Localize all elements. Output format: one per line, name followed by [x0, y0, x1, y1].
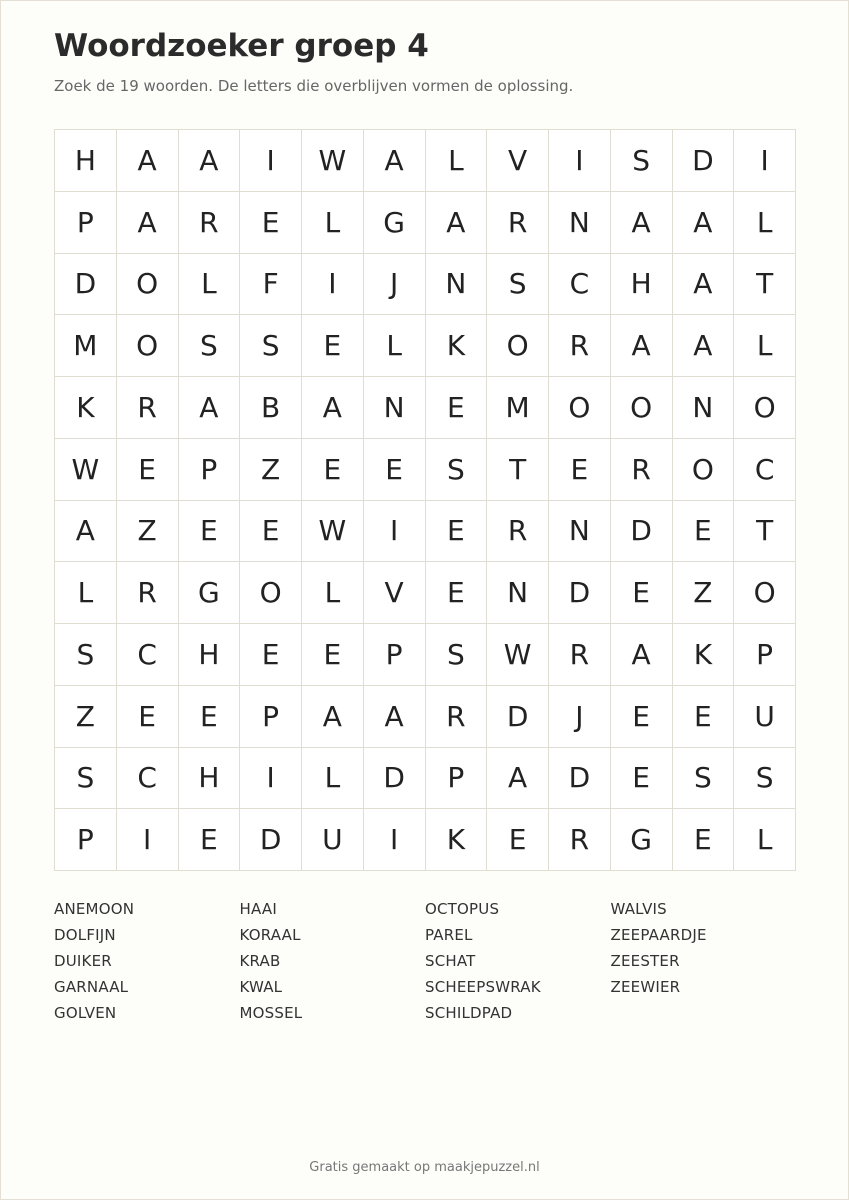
grid-cell[interactable]: R — [549, 809, 611, 871]
word-list — [54, 898, 814, 1028]
grid-cell[interactable]: L — [302, 562, 364, 624]
grid-cell[interactable]: A — [179, 377, 241, 439]
grid-cell[interactable]: P — [179, 439, 241, 501]
grid-cell[interactable]: E — [240, 501, 302, 563]
grid-cell[interactable]: A — [179, 130, 241, 192]
grid-cell[interactable]: L — [364, 315, 426, 377]
grid-cell[interactable]: E — [611, 748, 673, 810]
grid-cell[interactable]: E — [549, 439, 611, 501]
word-item: ZEEWIER — [610, 978, 681, 996]
grid-cell[interactable]: R — [117, 562, 179, 624]
grid-cell[interactable]: S — [734, 748, 796, 810]
grid-cell[interactable]: D — [240, 809, 302, 871]
grid-cell[interactable]: U — [302, 809, 364, 871]
grid-cell[interactable]: W — [55, 439, 117, 501]
grid-cell[interactable]: N — [487, 562, 549, 624]
word-item: MOSSEL — [239, 1004, 303, 1022]
grid-cell[interactable]: E — [673, 501, 735, 563]
grid-cell[interactable]: A — [426, 192, 488, 254]
grid-cell[interactable]: R — [487, 192, 549, 254]
page-title: Woordzoeker groep 4 — [54, 28, 429, 64]
word-item: DUIKER — [54, 952, 112, 970]
grid-cell[interactable]: V — [364, 562, 426, 624]
grid-cell[interactable]: G — [364, 192, 426, 254]
grid-cell[interactable]: R — [426, 686, 488, 748]
grid-cell[interactable]: I — [734, 130, 796, 192]
grid-cell[interactable]: N — [549, 501, 611, 563]
grid-cell[interactable]: J — [549, 686, 611, 748]
grid-cell[interactable]: L — [302, 748, 364, 810]
grid-cell[interactable]: R — [487, 501, 549, 563]
grid-cell[interactable]: N — [673, 377, 735, 439]
grid-cell[interactable]: M — [487, 377, 549, 439]
grid-cell[interactable]: A — [364, 686, 426, 748]
grid-cell[interactable]: Z — [240, 439, 302, 501]
grid-cell[interactable]: L — [302, 192, 364, 254]
grid-cell[interactable]: C — [549, 254, 611, 316]
word-item: ZEEPAARDJE — [610, 926, 707, 944]
word-item: ZEESTER — [610, 952, 680, 970]
grid-cell[interactable]: S — [487, 254, 549, 316]
grid-cell[interactable]: Z — [55, 686, 117, 748]
grid-cell[interactable]: E — [117, 439, 179, 501]
grid-cell[interactable]: H — [55, 130, 117, 192]
grid-cell[interactable]: E — [426, 501, 488, 563]
grid-cell[interactable]: D — [55, 254, 117, 316]
grid-cell[interactable]: A — [55, 501, 117, 563]
word-item: SCHEEPSWRAK — [425, 978, 541, 996]
grid-cell[interactable]: N — [549, 192, 611, 254]
grid-cell[interactable]: D — [549, 748, 611, 810]
grid-cell[interactable]: K — [426, 809, 488, 871]
grid-cell[interactable]: S — [55, 748, 117, 810]
grid-cell[interactable]: D — [611, 501, 673, 563]
word-column — [240, 898, 426, 1028]
grid-cell[interactable]: E — [487, 809, 549, 871]
grid-cell[interactable]: K — [55, 377, 117, 439]
grid-cell[interactable]: S — [55, 624, 117, 686]
word-item: GARNAAL — [54, 978, 129, 996]
grid-cell[interactable]: V — [487, 130, 549, 192]
grid-cell[interactable]: Z — [673, 562, 735, 624]
grid-cell[interactable]: N — [426, 254, 488, 316]
grid-cell[interactable]: R — [549, 624, 611, 686]
word-item: WALVIS — [610, 900, 667, 918]
grid-cell[interactable]: E — [240, 192, 302, 254]
word-column — [611, 898, 797, 1028]
word-item: GOLVEN — [54, 1004, 117, 1022]
grid-cell[interactable]: N — [364, 377, 426, 439]
grid-cell[interactable]: T — [487, 439, 549, 501]
grid-cell[interactable]: S — [673, 748, 735, 810]
grid-cell[interactable]: E — [302, 624, 364, 686]
grid-cell[interactable]: W — [487, 624, 549, 686]
word-item: SCHILDPAD — [425, 1004, 513, 1022]
word-item: OCTOPUS — [425, 900, 500, 918]
grid-cell[interactable]: U — [734, 686, 796, 748]
grid-cell[interactable]: I — [117, 809, 179, 871]
grid-cell[interactable]: O — [673, 439, 735, 501]
grid-cell[interactable]: H — [611, 254, 673, 316]
word-item: KORAAL — [239, 926, 301, 944]
instructions-text: Zoek de 19 woorden. De letters die overblijven vormen de oplossing. — [54, 77, 574, 95]
word-column — [54, 898, 240, 1028]
word-item: KRAB — [239, 952, 281, 970]
grid-cell[interactable]: R — [611, 439, 673, 501]
grid-cell[interactable]: E — [179, 686, 241, 748]
grid-cell[interactable]: E — [426, 562, 488, 624]
grid-cell[interactable]: T — [734, 501, 796, 563]
grid-cell[interactable]: A — [611, 192, 673, 254]
grid-cell[interactable]: R — [117, 377, 179, 439]
word-item: SCHAT — [425, 952, 476, 970]
grid-cell[interactable]: K — [426, 315, 488, 377]
grid-cell[interactable]: L — [734, 192, 796, 254]
grid-cell[interactable]: I — [302, 254, 364, 316]
grid-cell[interactable]: I — [364, 501, 426, 563]
grid-cell[interactable]: A — [302, 686, 364, 748]
grid-cell[interactable]: A — [611, 624, 673, 686]
grid-cell[interactable]: L — [179, 254, 241, 316]
grid-cell[interactable]: F — [240, 254, 302, 316]
grid-cell[interactable]: S — [426, 439, 488, 501]
grid-cell[interactable]: E — [673, 686, 735, 748]
grid-cell[interactable]: A — [673, 315, 735, 377]
grid-cell[interactable]: A — [117, 192, 179, 254]
grid-cell[interactable]: L — [426, 130, 488, 192]
grid-cell[interactable]: T — [734, 254, 796, 316]
grid-cell[interactable]: E — [117, 686, 179, 748]
grid-cell[interactable]: O — [240, 562, 302, 624]
grid-cell[interactable]: E — [179, 501, 241, 563]
grid-cell[interactable]: Z — [117, 501, 179, 563]
grid-cell[interactable]: O — [611, 377, 673, 439]
grid-cell[interactable]: E — [240, 624, 302, 686]
word-item: PAREL — [425, 926, 473, 944]
grid-cell[interactable]: E — [179, 809, 241, 871]
grid-cell[interactable]: M — [55, 315, 117, 377]
grid-cell[interactable]: K — [673, 624, 735, 686]
grid-cell[interactable]: S — [240, 315, 302, 377]
grid-cell[interactable]: A — [611, 315, 673, 377]
letter-grid — [54, 129, 796, 871]
grid-cell[interactable]: I — [364, 809, 426, 871]
grid-cell[interactable]: W — [302, 130, 364, 192]
grid-cell[interactable]: P — [364, 624, 426, 686]
grid-cell[interactable]: R — [549, 315, 611, 377]
grid-cell[interactable]: A — [673, 192, 735, 254]
grid-cell[interactable]: S — [426, 624, 488, 686]
word-item: HAAI — [239, 900, 277, 918]
grid-cell[interactable]: E — [364, 439, 426, 501]
grid-cell[interactable]: O — [734, 562, 796, 624]
grid-cell[interactable]: P — [240, 686, 302, 748]
grid-cell[interactable]: D — [549, 562, 611, 624]
grid-cell[interactable]: E — [611, 686, 673, 748]
grid-cell[interactable]: S — [611, 130, 673, 192]
grid-cell[interactable]: C — [117, 624, 179, 686]
grid-cell[interactable]: D — [487, 686, 549, 748]
grid-cell[interactable]: O — [117, 254, 179, 316]
grid-cell[interactable]: I — [549, 130, 611, 192]
grid-cell[interactable]: A — [302, 377, 364, 439]
word-column — [425, 898, 611, 1028]
grid-cell[interactable]: I — [240, 748, 302, 810]
grid-cell[interactable]: W — [302, 501, 364, 563]
grid-cell[interactable]: P — [734, 624, 796, 686]
grid-cell[interactable]: L — [734, 315, 796, 377]
grid-cell[interactable]: E — [426, 377, 488, 439]
footer-credit: Gratis gemaakt op maakjepuzzel.nl — [309, 1160, 540, 1175]
grid-cell[interactable]: A — [487, 748, 549, 810]
grid-cell[interactable]: A — [117, 130, 179, 192]
grid-cell[interactable]: E — [673, 809, 735, 871]
grid-cell[interactable]: G — [179, 562, 241, 624]
word-item: KWAL — [239, 978, 283, 996]
grid-cell[interactable]: A — [673, 254, 735, 316]
grid-cell[interactable]: I — [240, 130, 302, 192]
grid-cell[interactable]: J — [364, 254, 426, 316]
grid-cell[interactable]: C — [117, 748, 179, 810]
grid-cell[interactable]: D — [364, 748, 426, 810]
grid-cell[interactable]: P — [426, 748, 488, 810]
grid-cell[interactable]: R — [179, 192, 241, 254]
grid-cell[interactable]: P — [55, 192, 117, 254]
grid-cell[interactable]: L — [734, 809, 796, 871]
grid-cell[interactable]: O — [487, 315, 549, 377]
grid-cell[interactable]: O — [549, 377, 611, 439]
grid-cell[interactable]: E — [611, 562, 673, 624]
grid-cell[interactable]: H — [179, 624, 241, 686]
grid-cell[interactable]: D — [673, 130, 735, 192]
word-item: DOLFIJN — [54, 926, 116, 944]
grid-cell[interactable]: L — [55, 562, 117, 624]
grid-cell[interactable]: S — [179, 315, 241, 377]
word-item: ANEMOON — [54, 900, 135, 918]
grid-cell[interactable]: A — [364, 130, 426, 192]
grid-cell[interactable]: G — [611, 809, 673, 871]
grid-cell[interactable]: B — [240, 377, 302, 439]
grid-cell[interactable]: C — [734, 439, 796, 501]
grid-cell[interactable]: P — [55, 809, 117, 871]
grid-cell[interactable]: E — [302, 439, 364, 501]
grid-cell[interactable]: H — [179, 748, 241, 810]
grid-cell[interactable]: O — [117, 315, 179, 377]
grid-cell[interactable]: O — [734, 377, 796, 439]
grid-cell[interactable]: E — [302, 315, 364, 377]
